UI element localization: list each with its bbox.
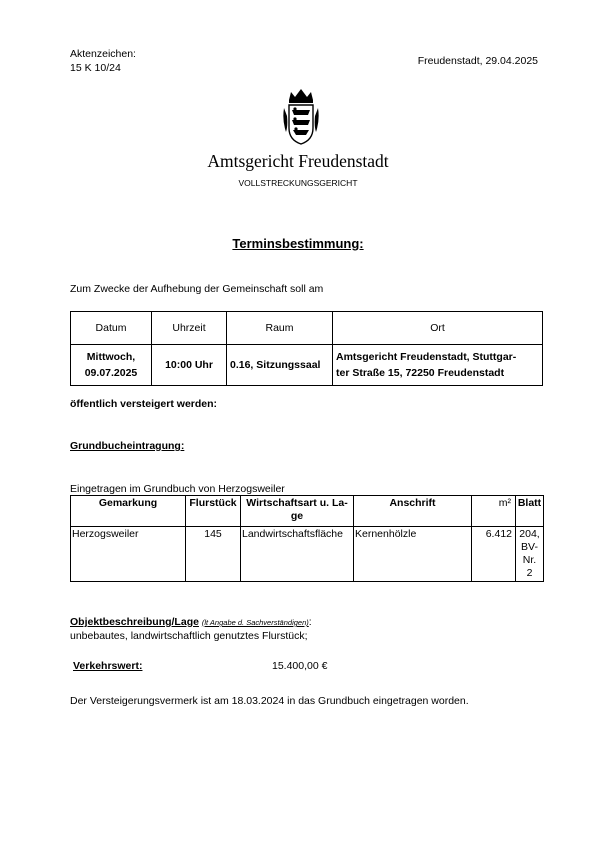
verkehrswert-label: Verkehrswert:	[73, 660, 143, 672]
place-date: Freudenstadt, 29.04.2025	[417, 55, 538, 67]
header-blatt: Blatt	[516, 496, 544, 527]
aktenzeichen-block	[70, 47, 136, 75]
header-gemarkung: Gemarkung	[71, 496, 186, 527]
cell-uhrzeit: 10:00 Uhr	[152, 345, 227, 386]
cell-ort	[333, 345, 543, 386]
table-row	[71, 527, 544, 582]
vermerk-text: Der Versteigerungsvermerk ist am 18.03.2024 in das Grundbuch eingetragen worden.	[70, 695, 469, 707]
grundbuch-table	[70, 495, 544, 582]
wirtschaftsart-line-1: Wirtschaftsart u. La-	[246, 497, 348, 509]
coat-of-arms-icon	[281, 86, 321, 146]
court-department: VOLLSTRECKUNGSGERICHT	[238, 178, 358, 188]
datum-weekday: Mittwoch,	[86, 351, 136, 363]
header-datum: Datum	[71, 312, 152, 345]
datum-date: 09.07.2025	[84, 367, 138, 379]
blatt-line-1: 204,	[519, 528, 540, 540]
ort-line-2: ter Straße 15, 72250 Freudenstadt	[336, 367, 505, 379]
header-flurstueck: Flurstück	[186, 496, 241, 527]
table-row	[71, 345, 543, 386]
header-uhrzeit: Uhrzeit	[152, 312, 227, 345]
objekt-heading-line	[70, 616, 312, 628]
cell-anschrift: Kernenhölzle	[354, 527, 472, 582]
objekt-source: (lt Angabe d. Sachverständigen)	[201, 618, 309, 627]
aktenzeichen-value: 15 K 10/24	[70, 62, 121, 74]
cell-raum: 0.16, Sitzungssaal	[227, 345, 333, 386]
header-ort: Ort	[333, 312, 543, 345]
grundbuch-table-header	[71, 496, 544, 527]
verkehrswert-value: 15.400,00 €	[272, 660, 328, 672]
document-title: Terminsbestimmung:	[232, 236, 364, 251]
blatt-line-3: 2	[526, 567, 533, 579]
header-anschrift: Anschrift	[354, 496, 472, 527]
blatt-line-2: BV-Nr.	[521, 541, 538, 566]
cell-blatt	[516, 527, 544, 582]
header-m2: m²	[472, 496, 516, 527]
header-raum: Raum	[227, 312, 333, 345]
header-wirtschaftsart	[241, 496, 354, 527]
cell-wirtschaftsart: Landwirtschaftsfläche	[241, 527, 354, 582]
termin-table	[70, 311, 543, 386]
ort-line-1: Amtsgericht Freudenstadt, Stuttgar-	[336, 351, 517, 363]
objekt-heading: Objektbeschreibung/Lage	[70, 616, 199, 628]
termin-table-header	[71, 312, 543, 345]
aktenzeichen-label: Aktenzeichen:	[70, 48, 136, 60]
wirtschaftsart-line-2: ge	[290, 510, 304, 522]
objekt-text: unbebautes, landwirtschaftlich genutztes Flurstück;	[70, 630, 308, 642]
cell-gemarkung: Herzogsweiler	[71, 527, 186, 582]
cell-m2: 6.412	[472, 527, 516, 582]
grundbuch-heading: Grundbucheintragung:	[70, 440, 185, 452]
versteigert-text: öffentlich versteigert werden:	[70, 398, 218, 410]
cell-flurstueck: 145	[186, 527, 241, 582]
intro-text: Zum Zwecke der Aufhebung der Gemeinschaft soll am	[70, 283, 324, 295]
cell-datum	[71, 345, 152, 386]
court-name: Amtsgericht Freudenstadt	[207, 151, 389, 171]
eingetragen-text: Eingetragen im Grundbuch von Herzogsweiler	[70, 483, 285, 495]
objekt-colon: :	[308, 616, 312, 628]
